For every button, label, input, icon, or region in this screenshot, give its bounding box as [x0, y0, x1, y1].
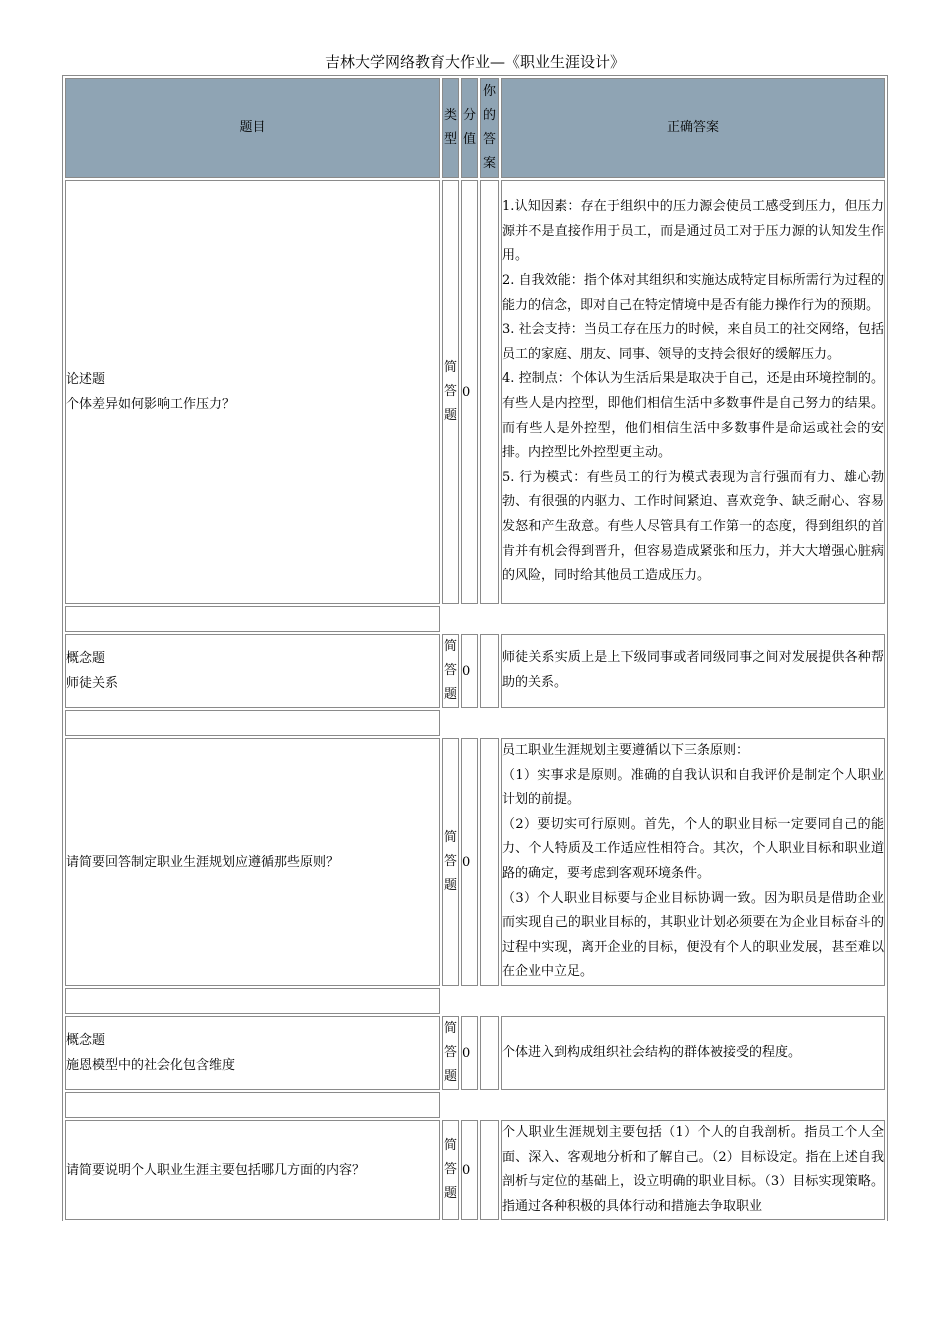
header-correct-answer: 正确答案 — [501, 78, 885, 178]
table-row — [65, 634, 885, 708]
question-cell — [65, 634, 440, 708]
answer-line: 师徒关系实质上是上下级同事或者同级同事之间对发展提供各种帮助的关系。 — [502, 650, 884, 690]
answer-line: 2. 自我效能：指个体对其组织和实施达成特定目标所需行为过程的能力的信念，即对自己在特定情境中是否有能力操作行为的预期。 — [502, 273, 884, 313]
header-score: 分值 — [461, 78, 478, 178]
answer-line: 1.认知因素：存在于组织中的压力源会使员工感受到压力，但压力源并不是直接作用于员工，而是通过员工对于压力源的认知发生作用。 — [502, 199, 884, 264]
score-cell: 0 — [461, 738, 478, 986]
correct-answer-cell — [501, 738, 885, 986]
answer-line: 个人职业生涯规划主要包括（1）个人的自我剖析。指员工个人全面、深入、客观地分析和了解自己。（2）目标设定。指在上述自我剖析与定位的基础上，设立明确的职业目标。（3）目标实现策略。指通过各种积极的具体行动和措施去争取职业 — [502, 1125, 884, 1214]
table-row — [65, 738, 885, 986]
correct-answer-cell — [501, 1016, 885, 1090]
answer-line: 4. 控制点：个体认为生活后果是取决于自己，还是由环境控制的。有些人是内控型，即他们相信生活中多数事件是自己努力的结果。而有些人是外控型，他们相信生活中多数事件是命运或社会的安排。内控型比外控型更主动。 — [502, 371, 884, 461]
spacer-row — [65, 1092, 885, 1118]
answer-line: （3）个人职业目标要与企业目标协调一致。因为职员是借助企业而实现自己的职业目标的，其职业计划必须要在为企业目标奋斗的过程中实现，离开企业的目标，便没有个人的职业发展，甚至难以在企业中立足。 — [502, 890, 884, 980]
spacer-row — [65, 606, 885, 632]
header-your-answer: 你的答案 — [480, 78, 499, 178]
table-row — [65, 1120, 885, 1220]
score-cell: 0 — [461, 1120, 478, 1220]
answer-line: 员工职业生涯规划主要遵循以下三条原则： — [502, 743, 750, 759]
table-row — [65, 1016, 885, 1090]
your-answer-cell — [480, 180, 499, 604]
your-answer-cell — [480, 1016, 499, 1090]
page-bottom-margin — [0, 1221, 950, 1344]
question-category: 概念题 — [66, 651, 106, 666]
answer-line: 3. 社会支持：当员工存在压力的时候，来自员工的社交网络，包括员工的家庭、朋友、同事、领导的支持会很好的缓解压力。 — [502, 322, 884, 362]
spacer-row — [65, 988, 885, 1014]
spacer-row — [65, 710, 885, 736]
score-cell: 0 — [461, 180, 478, 604]
header-type: 类型 — [442, 78, 459, 178]
answer-line: （1）实事求是原则。准确的自我认识和自我评价是制定个人职业计划的前提。 — [502, 767, 884, 808]
score-cell: 0 — [461, 1016, 478, 1090]
answer-line: （2）要切实可行原则。首先，个人的职业目标一定要同自己的能力、个人特质及工作适应性相符合。其次，个人职业目标和职业道路的确定，要考虑到客观环境条件。 — [502, 816, 884, 881]
your-answer-cell — [480, 738, 499, 986]
question-text: 师徒关系 — [66, 676, 119, 691]
qa-table — [62, 75, 888, 1223]
table-row — [65, 180, 885, 604]
correct-answer-cell — [501, 634, 885, 708]
your-answer-cell — [480, 634, 499, 708]
type-cell: 简答题 — [442, 738, 459, 986]
question-cell — [65, 738, 440, 986]
question-category: 概念题 — [66, 1033, 106, 1048]
table-header-row — [65, 78, 885, 178]
question-cell — [65, 1120, 440, 1220]
type-cell: 简答题 — [442, 634, 459, 708]
question-text: 个体差异如何影响工作压力？ — [66, 397, 236, 412]
question-cell — [65, 1016, 440, 1090]
question-category: 论述题 — [66, 372, 106, 387]
question-text: 请简要回答制定职业生涯规划应遵循那些原则？ — [66, 854, 340, 870]
document-title: 吉林大学网络教育大作业—《职业生涯设计》 — [324, 53, 625, 71]
score-cell: 0 — [461, 634, 478, 708]
correct-answer-cell — [501, 180, 885, 604]
question-text: 请简要说明个人职业生涯主要包括哪几方面的内容？ — [66, 1162, 366, 1178]
correct-answer-cell — [501, 1120, 885, 1220]
type-cell: 简答题 — [442, 1016, 459, 1090]
answer-line: 5. 行为模式：有些员工的行为模式表现为言行强而有力、雄心勃勃、有很强的内驱力、工作时间紧迫、喜欢竞争、缺乏耐心、容易发怒和产生敌意。有些人尽管具有工作第一的态度，得到组织的首肯并有机会得到晋升，但容易造成紧张和压力，并大大增强心脏病的风险，同时给其他员工造成压力。 — [502, 469, 884, 584]
answer-line: 个体进入到构成组织社会结构的群体被接受的程度。 — [502, 1044, 802, 1060]
question-text: 施恩模型中的社会化包含维度 — [66, 1058, 236, 1073]
your-answer-cell — [480, 1120, 499, 1220]
type-cell: 简答题 — [442, 1120, 459, 1220]
header-question: 题目 — [65, 78, 440, 178]
question-cell — [65, 180, 440, 604]
type-cell: 简答题 — [442, 180, 459, 604]
